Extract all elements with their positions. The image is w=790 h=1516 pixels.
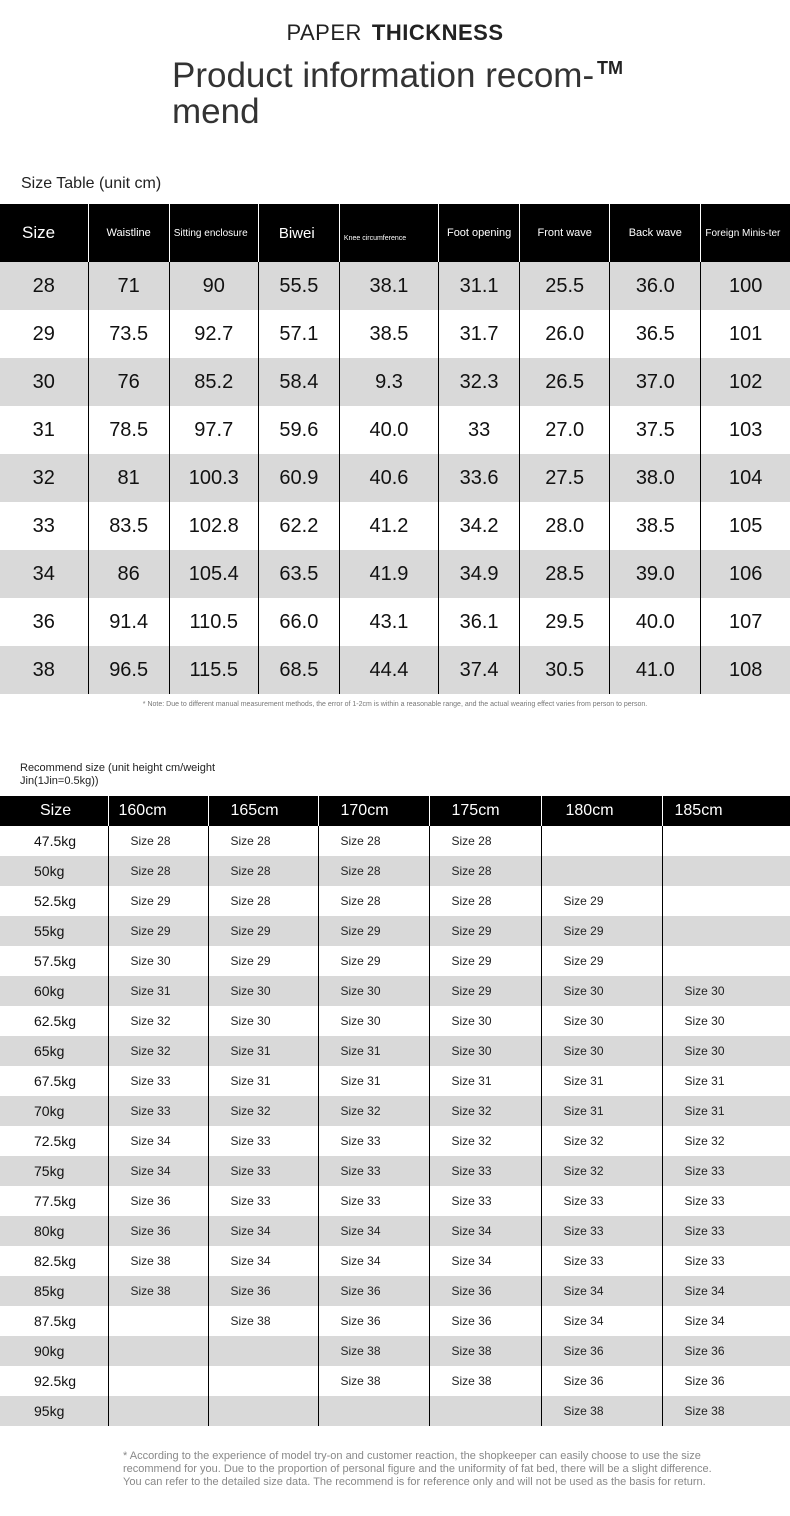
- recommended-size-cell: Size 38: [318, 1336, 429, 1366]
- recommend-table-row: [0, 916, 790, 946]
- size-table-cell: 29: [0, 310, 88, 358]
- recommended-size-cell: Size 29: [208, 916, 318, 946]
- recommended-size-cell: Size 36: [208, 1276, 318, 1306]
- size-table: [0, 204, 790, 694]
- trademark-mark: TM: [597, 58, 623, 78]
- recommended-size-cell: [318, 1396, 429, 1426]
- size-table-cell: 90: [169, 262, 258, 310]
- recommend-table-row: [0, 1306, 790, 1336]
- recommended-size-cell: Size 33: [208, 1156, 318, 1186]
- recommended-size-cell: Size 36: [662, 1366, 790, 1396]
- weight-cell: 90kg: [0, 1336, 108, 1366]
- recommended-size-cell: Size 38: [541, 1396, 662, 1426]
- size-table-cell: 40.0: [610, 598, 701, 646]
- size-table-cell: 31.7: [439, 310, 520, 358]
- recommended-size-cell: Size 33: [429, 1156, 541, 1186]
- size-table-header: Knee circumference: [339, 204, 438, 262]
- size-table-cell: 55.5: [258, 262, 339, 310]
- size-table-cell: 57.1: [258, 310, 339, 358]
- weight-cell: 92.5kg: [0, 1366, 108, 1396]
- recommended-size-cell: Size 30: [318, 1006, 429, 1036]
- recommended-size-cell: Size 31: [208, 1066, 318, 1096]
- recommended-size-cell: Size 33: [318, 1156, 429, 1186]
- recommended-size-cell: [662, 916, 790, 946]
- size-table-cell: 92.7: [169, 310, 258, 358]
- recommend-table-row: [0, 1126, 790, 1156]
- size-table-row: [0, 646, 790, 694]
- recommended-size-cell: Size 36: [108, 1186, 208, 1216]
- recommend-table-row: [0, 1036, 790, 1066]
- size-table-row: [0, 598, 790, 646]
- recommended-size-cell: Size 32: [208, 1096, 318, 1126]
- recommend-table-header: Size: [0, 796, 108, 826]
- recommended-size-cell: Size 28: [208, 856, 318, 886]
- size-table-cell: 38.5: [610, 502, 701, 550]
- recommended-size-cell: Size 29: [429, 916, 541, 946]
- recommend-table: [0, 796, 790, 1426]
- recommended-size-cell: Size 29: [541, 916, 662, 946]
- recommended-size-cell: Size 31: [318, 1036, 429, 1066]
- size-table-row: [0, 502, 790, 550]
- size-table-cell: 33: [0, 502, 88, 550]
- size-table-row: [0, 358, 790, 406]
- recommend-table-row: [0, 1276, 790, 1306]
- size-table-cell: 32.3: [439, 358, 520, 406]
- recommended-size-cell: Size 30: [429, 1006, 541, 1036]
- size-table-cell: 41.2: [339, 502, 438, 550]
- size-table-cell: 104: [701, 454, 790, 502]
- recommended-size-cell: Size 34: [318, 1246, 429, 1276]
- recommended-size-cell: Size 34: [318, 1216, 429, 1246]
- recommended-size-cell: Size 38: [208, 1306, 318, 1336]
- recommended-size-cell: Size 28: [318, 886, 429, 916]
- size-table-header-row: [0, 204, 790, 262]
- size-table-cell: 28.0: [520, 502, 610, 550]
- size-table-cell: 105.4: [169, 550, 258, 598]
- recommended-size-cell: Size 34: [429, 1216, 541, 1246]
- size-table-cell: 27.0: [520, 406, 610, 454]
- size-table-row: [0, 550, 790, 598]
- size-table-cell: 36.0: [610, 262, 701, 310]
- recommended-size-cell: Size 28: [108, 856, 208, 886]
- size-table-header: Foreign Minis-ter: [701, 204, 790, 262]
- recommended-size-cell: [541, 826, 662, 856]
- recommended-size-cell: Size 34: [662, 1276, 790, 1306]
- size-table-cell: 60.9: [258, 454, 339, 502]
- page-headline: Product information recom-mend: [172, 56, 595, 131]
- recommended-size-cell: Size 30: [662, 976, 790, 1006]
- weight-cell: 67.5kg: [0, 1066, 108, 1096]
- recommended-size-cell: Size 31: [541, 1066, 662, 1096]
- recommended-size-cell: [541, 856, 662, 886]
- recommended-size-cell: Size 38: [429, 1366, 541, 1396]
- recommended-size-cell: Size 34: [108, 1126, 208, 1156]
- recommended-size-cell: Size 38: [108, 1246, 208, 1276]
- weight-cell: 82.5kg: [0, 1246, 108, 1276]
- size-table-cell: 27.5: [520, 454, 610, 502]
- recommended-size-cell: Size 28: [108, 826, 208, 856]
- size-table-header: Size: [0, 204, 88, 262]
- brand-light: PAPER: [286, 20, 362, 45]
- size-table-cell: 58.4: [258, 358, 339, 406]
- recommend-table-row: [0, 1216, 790, 1246]
- recommended-size-cell: Size 36: [662, 1336, 790, 1366]
- recommended-size-cell: Size 36: [318, 1276, 429, 1306]
- size-table-cell: 40.0: [339, 406, 438, 454]
- weight-cell: 50kg: [0, 856, 108, 886]
- recommended-size-cell: Size 30: [108, 946, 208, 976]
- size-table-row: [0, 262, 790, 310]
- recommended-size-cell: Size 33: [662, 1246, 790, 1276]
- size-table-cell: 85.2: [169, 358, 258, 406]
- size-table-cell: 30: [0, 358, 88, 406]
- size-table-header: Front wave: [520, 204, 610, 262]
- recommended-size-cell: [108, 1306, 208, 1336]
- size-table-cell: 26.5: [520, 358, 610, 406]
- size-table-cell: 31: [0, 406, 88, 454]
- recommended-size-cell: Size 32: [541, 1126, 662, 1156]
- recommended-size-cell: Size 33: [662, 1186, 790, 1216]
- weight-cell: 95kg: [0, 1396, 108, 1426]
- size-table-row: [0, 454, 790, 502]
- size-table-cell: 102.8: [169, 502, 258, 550]
- recommended-size-cell: Size 32: [429, 1126, 541, 1156]
- recommended-size-cell: Size 31: [429, 1066, 541, 1096]
- recommended-size-cell: Size 34: [108, 1156, 208, 1186]
- size-table-cell: 108: [701, 646, 790, 694]
- recommend-table-row: [0, 1246, 790, 1276]
- size-table-cell: 100: [701, 262, 790, 310]
- recommended-size-cell: Size 31: [108, 976, 208, 1006]
- size-table-cell: 96.5: [88, 646, 169, 694]
- recommended-size-cell: Size 38: [318, 1366, 429, 1396]
- size-table-cell: 44.4: [339, 646, 438, 694]
- recommended-size-cell: Size 31: [318, 1066, 429, 1096]
- weight-cell: 62.5kg: [0, 1006, 108, 1036]
- weight-cell: 72.5kg: [0, 1126, 108, 1156]
- size-table-row: [0, 406, 790, 454]
- size-table-cell: 86: [88, 550, 169, 598]
- measurement-note: * Note: Due to different manual measurement methods, the error of 1-2cm is within a reasonable range, and the actual wearing effect varies from person to person.: [142, 701, 648, 708]
- recommended-size-cell: Size 29: [208, 946, 318, 976]
- recommended-size-cell: Size 28: [208, 826, 318, 856]
- size-table-cell: 36: [0, 598, 88, 646]
- recommended-size-cell: [108, 1366, 208, 1396]
- size-table-cell: 83.5: [88, 502, 169, 550]
- size-table-cell: 34: [0, 550, 88, 598]
- recommended-size-cell: Size 31: [662, 1096, 790, 1126]
- recommended-size-cell: Size 29: [541, 886, 662, 916]
- weight-cell: 75kg: [0, 1156, 108, 1186]
- recommended-size-cell: Size 30: [429, 1036, 541, 1066]
- size-table-cell: 103: [701, 406, 790, 454]
- recommended-size-cell: Size 32: [541, 1156, 662, 1186]
- recommend-table-row: [0, 1186, 790, 1216]
- recommend-note: * According to the experience of model try-on and customer reaction, the shopkeeper can easily choose to use the size recommend for you. Due to the proportion of personal figure and the uniformity of fat bed, there will be a slight difference. You can refer to the detailed size data. The recommend is for reference only and will not be used as the basis for return.: [123, 1450, 712, 1488]
- recommend-table-header: 160cm: [108, 796, 208, 826]
- recommended-size-cell: Size 31: [208, 1036, 318, 1066]
- recommended-size-cell: Size 31: [662, 1066, 790, 1096]
- weight-cell: 80kg: [0, 1216, 108, 1246]
- recommended-size-cell: Size 33: [108, 1066, 208, 1096]
- weight-cell: 65kg: [0, 1036, 108, 1066]
- size-table-cell: 81: [88, 454, 169, 502]
- recommended-size-cell: [662, 946, 790, 976]
- recommended-size-cell: Size 29: [108, 916, 208, 946]
- recommended-size-cell: Size 33: [318, 1126, 429, 1156]
- recommend-table-header: 180cm: [541, 796, 662, 826]
- size-table-cell: 105: [701, 502, 790, 550]
- size-table-cell: 110.5: [169, 598, 258, 646]
- recommended-size-cell: Size 30: [208, 976, 318, 1006]
- recommended-size-cell: Size 33: [541, 1246, 662, 1276]
- weight-cell: 60kg: [0, 976, 108, 1006]
- brand-title: [0, 20, 790, 46]
- size-table-cell: 33.6: [439, 454, 520, 502]
- size-table-cell: 41.0: [610, 646, 701, 694]
- recommended-size-cell: Size 33: [208, 1186, 318, 1216]
- size-table-cell: 37.4: [439, 646, 520, 694]
- weight-cell: 87.5kg: [0, 1306, 108, 1336]
- size-table-cell: 36.5: [610, 310, 701, 358]
- size-table-cell: 28: [0, 262, 88, 310]
- recommend-table-row: [0, 1156, 790, 1186]
- recommend-table-header: 170cm: [318, 796, 429, 826]
- size-table-header: Sitting enclosure: [169, 204, 258, 262]
- recommend-table-row: [0, 826, 790, 856]
- recommended-size-cell: Size 36: [429, 1276, 541, 1306]
- recommended-size-cell: Size 36: [429, 1306, 541, 1336]
- recommended-size-cell: Size 34: [429, 1246, 541, 1276]
- recommended-size-cell: Size 32: [108, 1036, 208, 1066]
- recommended-size-cell: Size 36: [108, 1216, 208, 1246]
- recommended-size-cell: Size 32: [108, 1006, 208, 1036]
- recommended-size-cell: Size 33: [208, 1126, 318, 1156]
- weight-cell: 57.5kg: [0, 946, 108, 976]
- size-table-cell: 30.5: [520, 646, 610, 694]
- size-table-cell: 76: [88, 358, 169, 406]
- recommended-size-cell: Size 36: [541, 1366, 662, 1396]
- size-table-header: Back wave: [610, 204, 701, 262]
- recommended-size-cell: Size 30: [662, 1006, 790, 1036]
- size-table-cell: 38.0: [610, 454, 701, 502]
- size-table-cell: 107: [701, 598, 790, 646]
- recommend-table-row: [0, 886, 790, 916]
- recommended-size-cell: Size 30: [541, 976, 662, 1006]
- recommended-size-cell: Size 33: [541, 1186, 662, 1216]
- recommend-table-row: [0, 1336, 790, 1366]
- recommended-size-cell: [208, 1366, 318, 1396]
- recommended-size-cell: Size 33: [429, 1186, 541, 1216]
- size-table-cell: 97.7: [169, 406, 258, 454]
- recommend-table-row: [0, 946, 790, 976]
- weight-cell: 52.5kg: [0, 886, 108, 916]
- recommended-size-cell: Size 32: [429, 1096, 541, 1126]
- size-table-cell: 38.5: [339, 310, 438, 358]
- recommended-size-cell: Size 36: [318, 1306, 429, 1336]
- recommended-size-cell: Size 36: [541, 1336, 662, 1366]
- recommended-size-cell: Size 28: [208, 886, 318, 916]
- recommended-size-cell: Size 38: [108, 1276, 208, 1306]
- recommend-table-header: 165cm: [208, 796, 318, 826]
- size-table-cell: 91.4: [88, 598, 169, 646]
- size-table-cell: 38.1: [339, 262, 438, 310]
- size-table-cell: 62.2: [258, 502, 339, 550]
- size-table-cell: 63.5: [258, 550, 339, 598]
- recommended-size-cell: [429, 1396, 541, 1426]
- recommended-size-cell: Size 38: [662, 1396, 790, 1426]
- size-table-header: Waistline: [88, 204, 169, 262]
- recommended-size-cell: Size 30: [541, 1006, 662, 1036]
- recommended-size-cell: Size 29: [318, 946, 429, 976]
- brand-bold: THICKNESS: [371, 20, 504, 45]
- recommended-size-cell: Size 30: [318, 976, 429, 1006]
- size-table-cell: 34.2: [439, 502, 520, 550]
- size-table-cell: 102: [701, 358, 790, 406]
- recommend-table-header: 175cm: [429, 796, 541, 826]
- recommended-size-cell: Size 29: [429, 976, 541, 1006]
- size-table-cell: 25.5: [520, 262, 610, 310]
- recommended-size-cell: Size 33: [318, 1186, 429, 1216]
- recommended-size-cell: Size 29: [318, 916, 429, 946]
- recommended-size-cell: Size 28: [429, 826, 541, 856]
- size-table-cell: 36.1: [439, 598, 520, 646]
- recommend-table-row: [0, 1066, 790, 1096]
- recommended-size-cell: Size 32: [318, 1096, 429, 1126]
- recommended-size-cell: Size 28: [429, 856, 541, 886]
- recommended-size-cell: [662, 856, 790, 886]
- recommended-size-cell: Size 34: [541, 1306, 662, 1336]
- size-table-cell: 41.9: [339, 550, 438, 598]
- size-table-cell: 33: [439, 406, 520, 454]
- size-table-cell: 29.5: [520, 598, 610, 646]
- size-table-header: Foot opening: [439, 204, 520, 262]
- weight-cell: 85kg: [0, 1276, 108, 1306]
- size-table-cell: 37.0: [610, 358, 701, 406]
- recommended-size-cell: [208, 1336, 318, 1366]
- recommended-size-cell: Size 28: [318, 856, 429, 886]
- size-table-cell: 40.6: [339, 454, 438, 502]
- size-table-cell: 26.0: [520, 310, 610, 358]
- size-table-cell: 9.3: [339, 358, 438, 406]
- recommended-size-cell: Size 32: [662, 1126, 790, 1156]
- recommended-size-cell: [108, 1396, 208, 1426]
- size-table-cell: 43.1: [339, 598, 438, 646]
- recommended-size-cell: Size 30: [662, 1036, 790, 1066]
- size-table-cell: 31.1: [439, 262, 520, 310]
- recommend-table-header: 185cm: [662, 796, 790, 826]
- recommended-size-cell: Size 28: [429, 886, 541, 916]
- size-table-cell: 38: [0, 646, 88, 694]
- size-table-cell: 32: [0, 454, 88, 502]
- size-table-cell: 28.5: [520, 550, 610, 598]
- recommended-size-cell: Size 34: [208, 1246, 318, 1276]
- recommended-size-cell: Size 30: [208, 1006, 318, 1036]
- recommended-size-cell: [662, 886, 790, 916]
- size-table-cell: 101: [701, 310, 790, 358]
- size-table-cell: 115.5: [169, 646, 258, 694]
- size-table-cell: 73.5: [88, 310, 169, 358]
- recommend-table-caption: Recommend size (unit height cm/weight Jin(1Jin=0.5kg)): [20, 762, 216, 787]
- recommended-size-cell: Size 34: [662, 1306, 790, 1336]
- size-table-cell: 37.5: [610, 406, 701, 454]
- recommended-size-cell: Size 30: [541, 1036, 662, 1066]
- size-table-row: [0, 310, 790, 358]
- recommended-size-cell: Size 29: [541, 946, 662, 976]
- recommended-size-cell: [662, 826, 790, 856]
- recommend-table-row: [0, 1006, 790, 1036]
- recommended-size-cell: Size 33: [662, 1156, 790, 1186]
- recommended-size-cell: Size 33: [108, 1096, 208, 1126]
- weight-cell: 70kg: [0, 1096, 108, 1126]
- recommended-size-cell: Size 33: [541, 1216, 662, 1246]
- recommended-size-cell: Size 34: [541, 1276, 662, 1306]
- recommend-table-header-row: [0, 796, 790, 826]
- size-table-header: Biwei: [258, 204, 339, 262]
- size-table-cell: 39.0: [610, 550, 701, 598]
- size-table-cell: 34.9: [439, 550, 520, 598]
- recommended-size-cell: Size 33: [662, 1216, 790, 1246]
- recommend-table-row: [0, 1096, 790, 1126]
- weight-cell: 47.5kg: [0, 826, 108, 856]
- recommend-table-row: [0, 1396, 790, 1426]
- size-table-cell: 71: [88, 262, 169, 310]
- recommended-size-cell: Size 31: [541, 1096, 662, 1126]
- size-table-cell: 100.3: [169, 454, 258, 502]
- size-table-cell: 78.5: [88, 406, 169, 454]
- recommended-size-cell: Size 29: [429, 946, 541, 976]
- size-table-cell: 106: [701, 550, 790, 598]
- recommend-table-row: [0, 1366, 790, 1396]
- size-table-cell: 68.5: [258, 646, 339, 694]
- recommended-size-cell: Size 38: [429, 1336, 541, 1366]
- size-table-caption: Size Table (unit cm): [21, 175, 162, 192]
- recommended-size-cell: Size 29: [108, 886, 208, 916]
- recommended-size-cell: Size 28: [318, 826, 429, 856]
- recommend-table-row: [0, 856, 790, 886]
- size-table-cell: 59.6: [258, 406, 339, 454]
- recommended-size-cell: [208, 1396, 318, 1426]
- weight-cell: 55kg: [0, 916, 108, 946]
- recommended-size-cell: Size 34: [208, 1216, 318, 1246]
- size-table-cell: 66.0: [258, 598, 339, 646]
- recommended-size-cell: [108, 1336, 208, 1366]
- weight-cell: 77.5kg: [0, 1186, 108, 1216]
- recommend-table-row: [0, 976, 790, 1006]
